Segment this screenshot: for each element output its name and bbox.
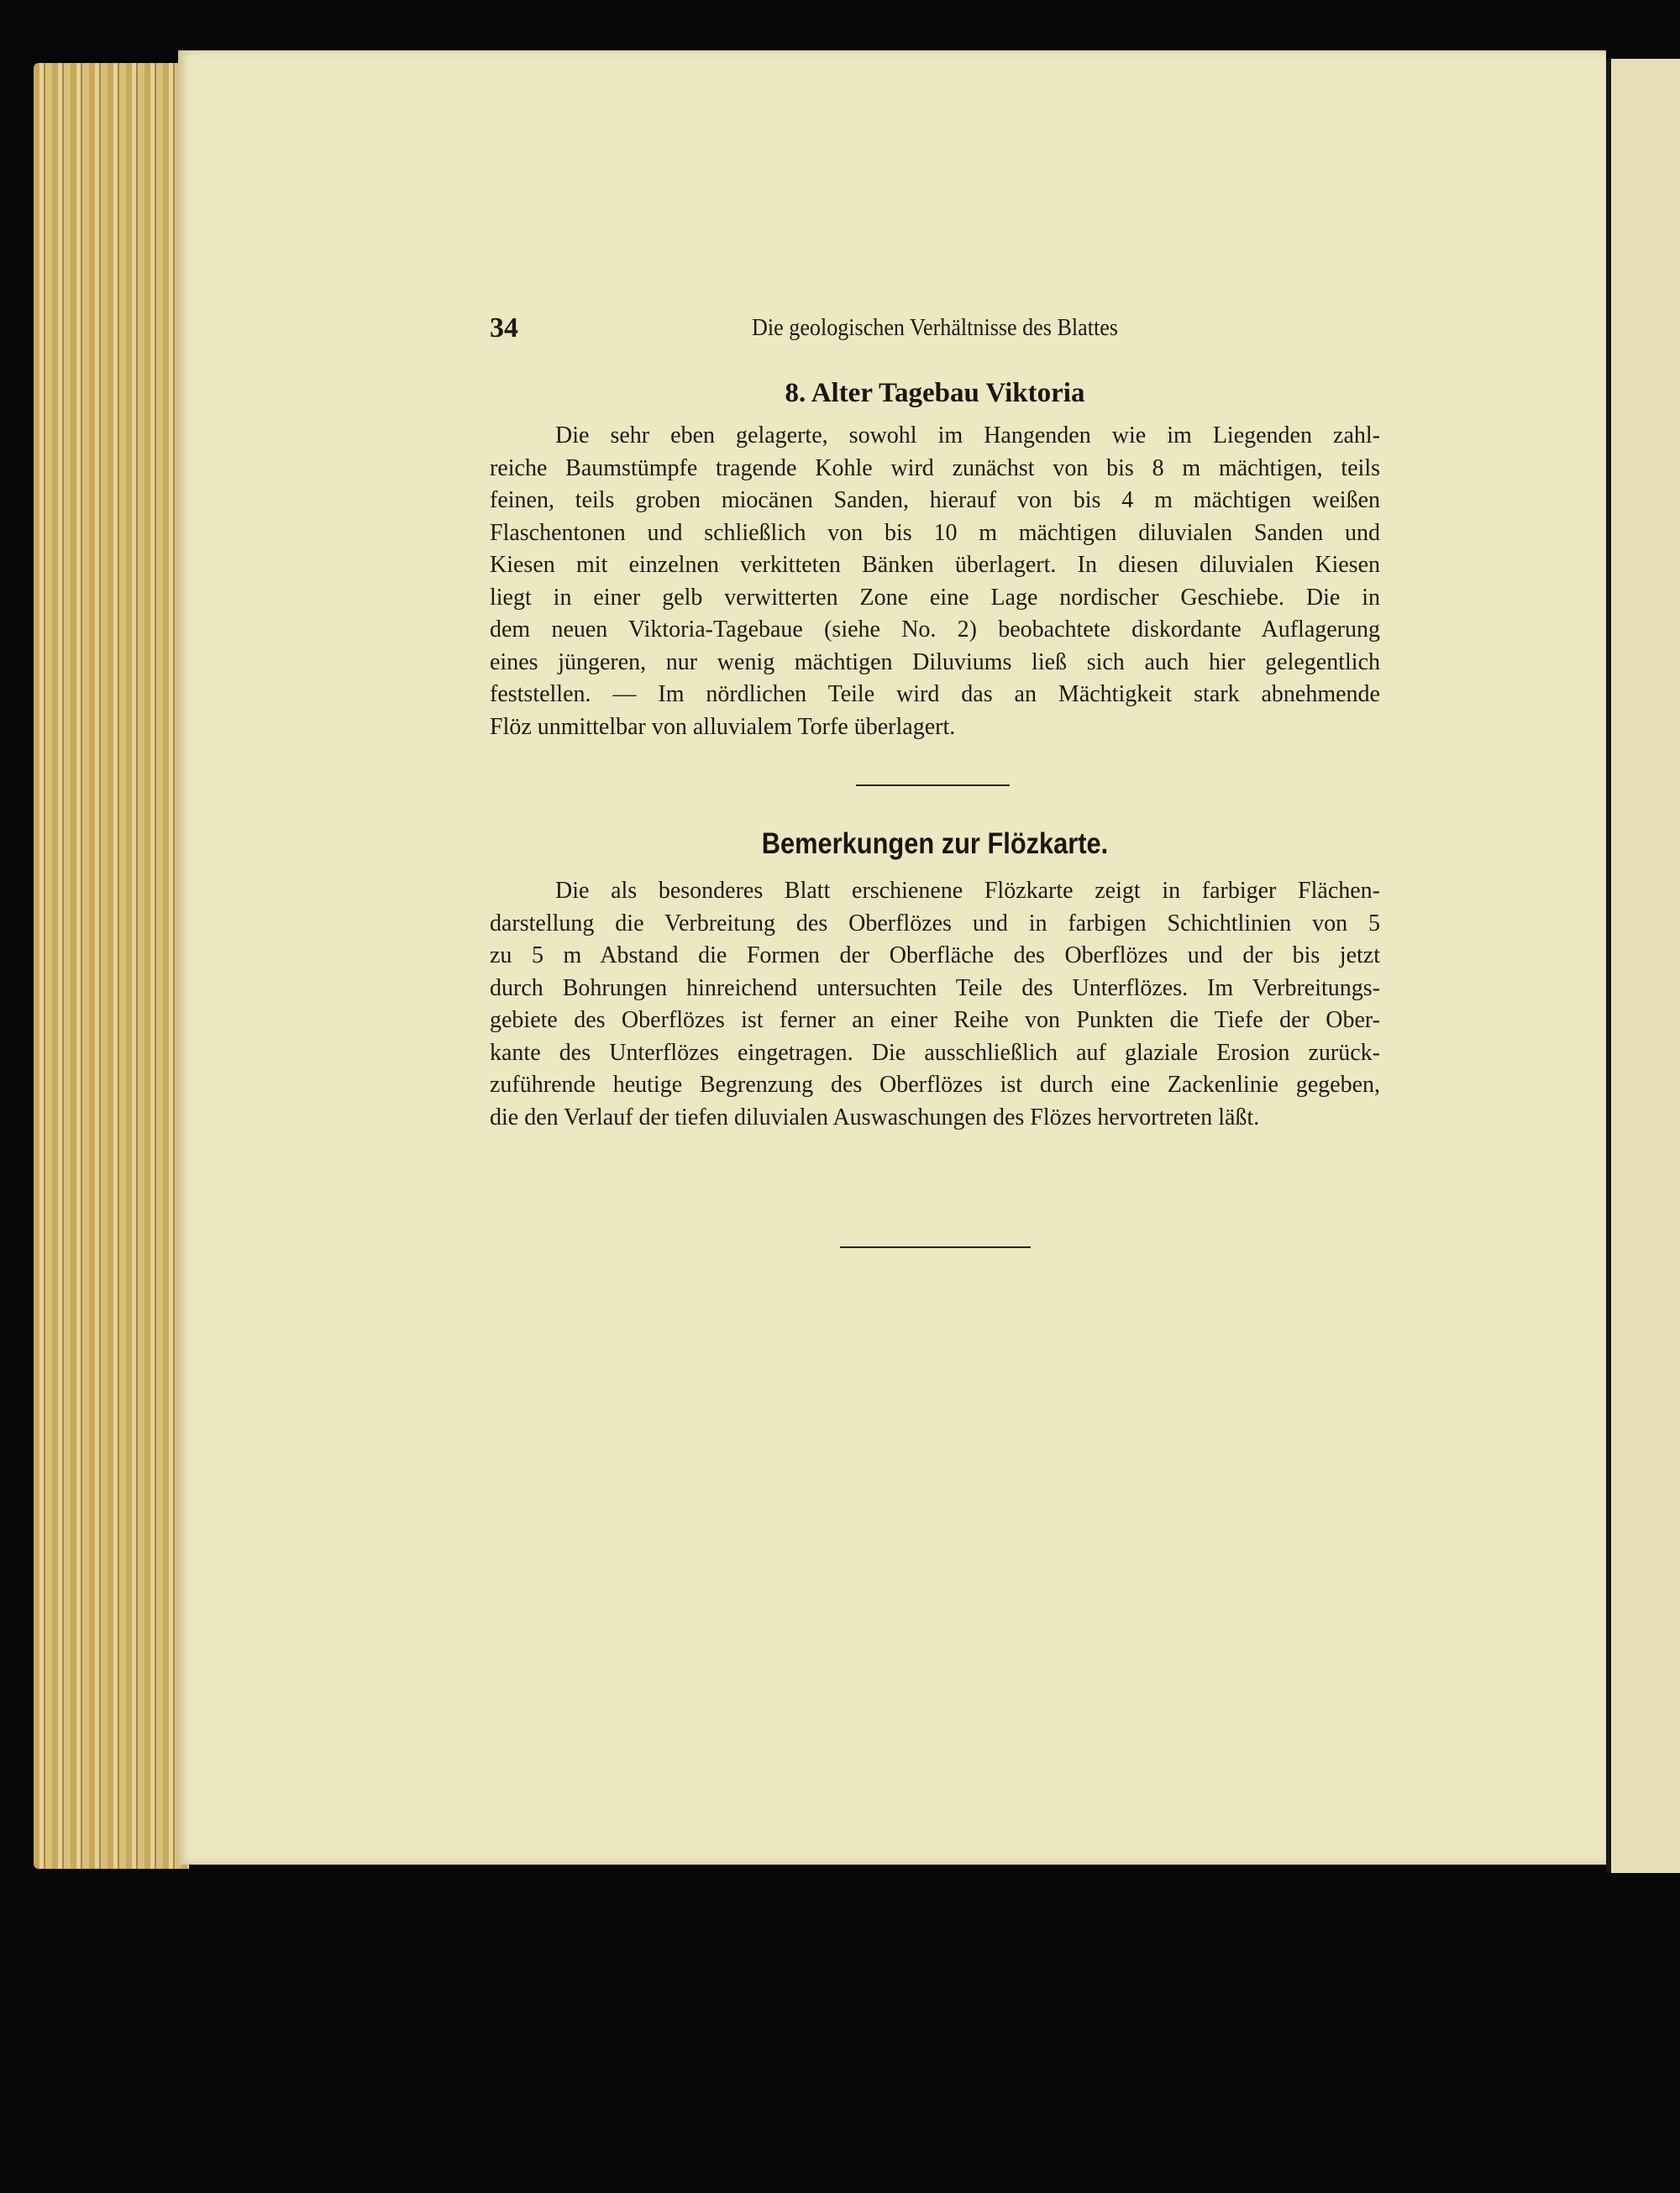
- text-line: kante des Unterflözes eingetragen. Die ausschließlich auf glaziale Erosion zurück-: [490, 1039, 1380, 1066]
- text-line: Kiesen mit einzelnen verkitteten Bänken überlagert. In diesen diluvialen Kiesen: [490, 552, 1380, 578]
- paragraph-alter-tagebau: [490, 420, 1380, 743]
- section-divider: [856, 784, 1010, 786]
- text-line: Die sehr eben gelagerte, sowohl im Hangenden wie im Liegenden zahl-: [555, 422, 1380, 449]
- text-line: reiche Baumstümpfe tragende Kohle wird zunächst von bis 8 m mächtigen, teils: [490, 454, 1380, 481]
- text-line: Flöz unmittelbar von alluvialem Torfe überlagert.: [490, 713, 956, 740]
- text-line: Die als besonderes Blatt erschienene Flözkarte zeigt in farbiger Flächen-: [555, 878, 1380, 904]
- book-page-edges: [34, 63, 189, 1869]
- section-heading-alter-tagebau: 8. Alter Tagebau Viktoria: [785, 378, 1085, 408]
- end-divider: [840, 1246, 1031, 1248]
- text-line: zuführende heutige Begrenzung des Oberflözes ist durch eine Zackenlinie gegeben,: [490, 1072, 1380, 1098]
- paragraph-floezkarte: [490, 875, 1380, 1134]
- text-line: zu 5 m Abstand die Formen der Oberfläche des Oberflözes und der bis jetzt: [490, 942, 1380, 968]
- text-line: feststellen. — Im nördlichen Teile wird das an Mächtigkeit stark abnehmende: [490, 681, 1380, 707]
- section-heading-floezkarte: Bemerkungen zur Flözkarte.: [761, 827, 1109, 860]
- running-title: Die geologischen Verhältnisse des Blattes: [752, 314, 1118, 341]
- page-number: 34: [490, 312, 518, 344]
- text-line: dem neuen Viktoria-Tagebaue (siehe No. 2) beobachtete diskordante Auflagerung: [490, 616, 1380, 643]
- text-line: liegt in einer gelb verwitterten Zone eine Lage nordischer Geschiebe. Die in: [490, 584, 1380, 611]
- text-line: eines jüngeren, nur wenig mächtigen Diluviums ließ sich auch hier gelegentlich: [490, 648, 1380, 675]
- running-header: [490, 312, 1380, 349]
- text-line: darstellung die Verbreitung des Oberflözes und in farbigen Schichtlinien von 5: [490, 910, 1380, 936]
- text-line: gebiete des Oberflözes ist ferner an einer Reihe von Punkten die Tiefe der Ober-: [490, 1007, 1380, 1033]
- text-line: feinen, teils groben miocänen Sanden, hierauf von bis 4 m mächtigen weißen: [490, 487, 1380, 513]
- text-line: durch Bohrungen hinreichend untersuchten Teile des Unterflözes. Im Verbreitungs-: [490, 974, 1380, 1001]
- facing-page-edge: [1611, 59, 1680, 1873]
- text-line: die den Verlauf der tiefen diluvialen Auswaschungen des Flözes hervortreten läßt.: [490, 1104, 1260, 1131]
- text-line: Flaschentonen und schließlich von bis 10 m mächtigen diluvialen Sanden und: [490, 519, 1380, 546]
